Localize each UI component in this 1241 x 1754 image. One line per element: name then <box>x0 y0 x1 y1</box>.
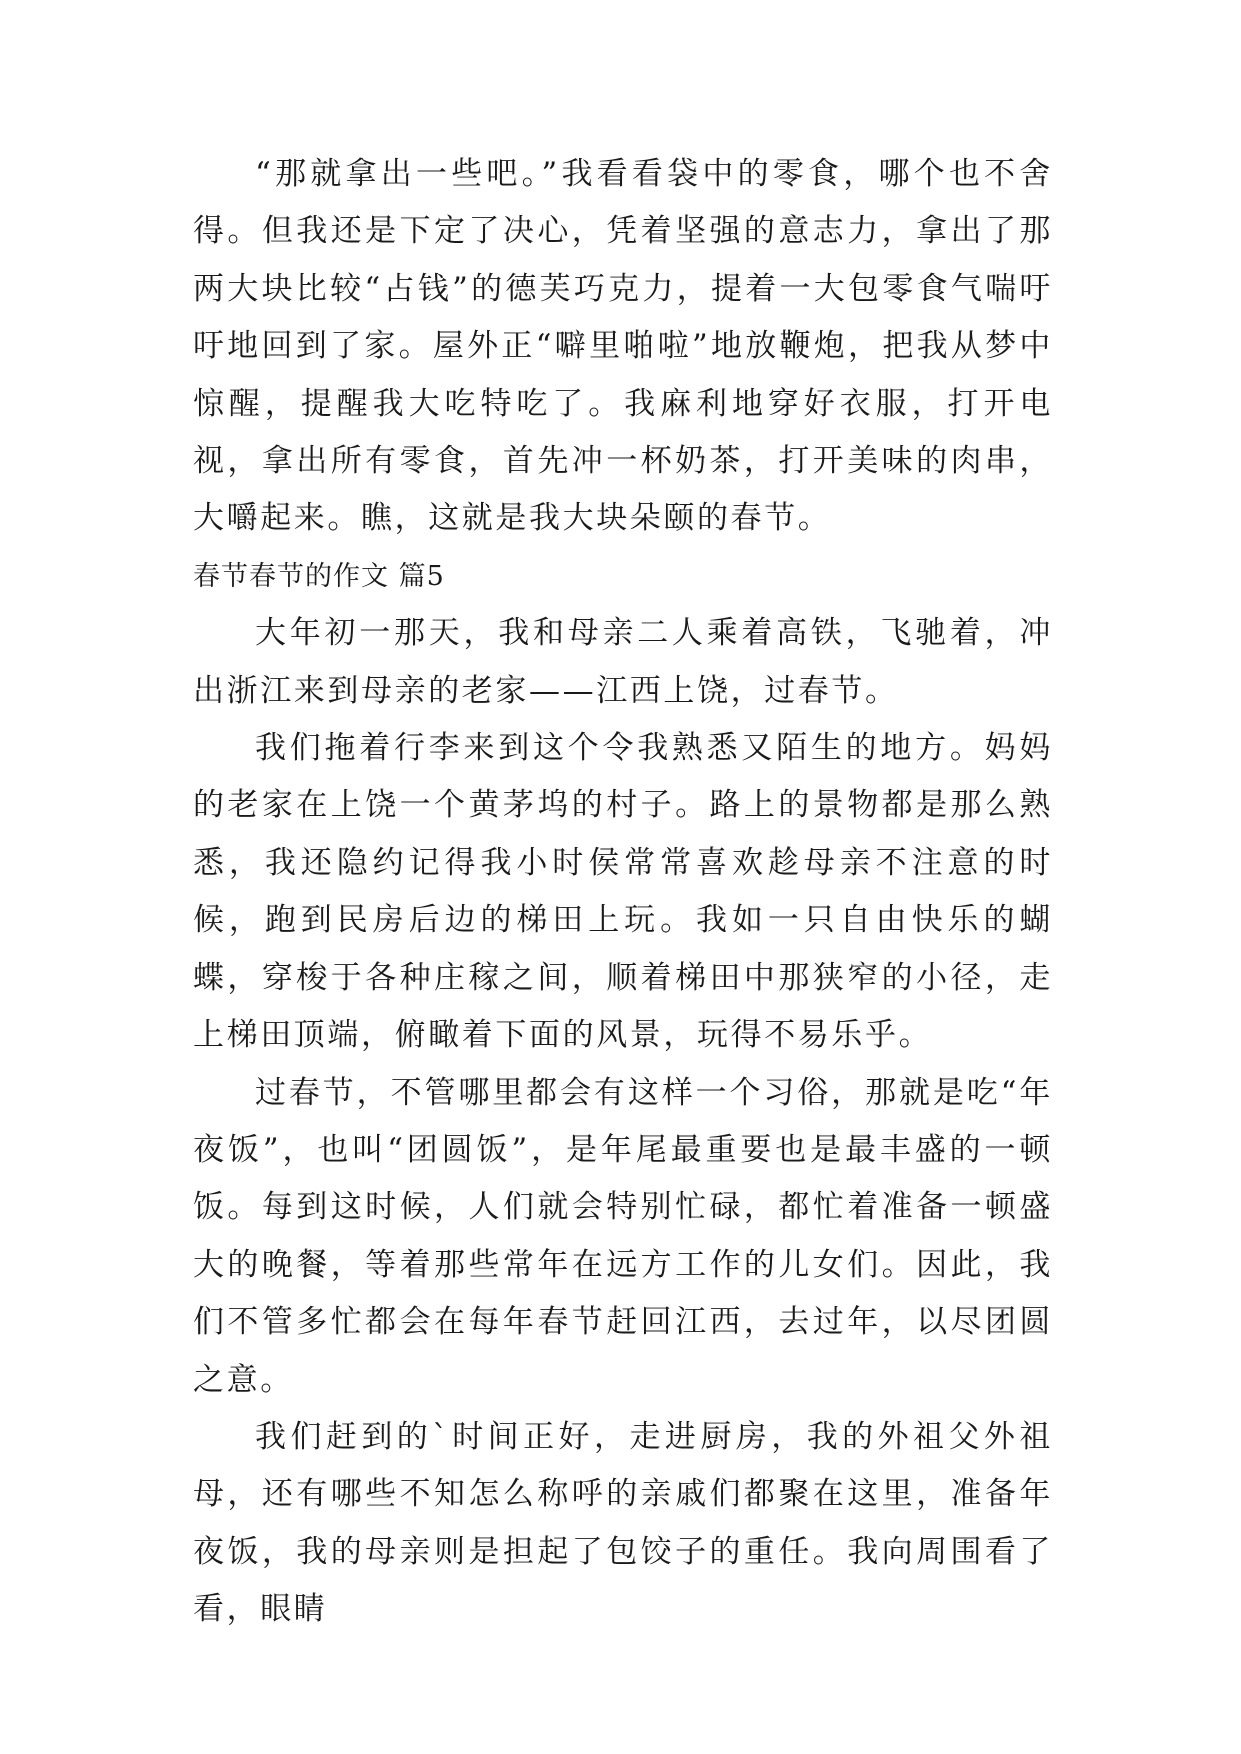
paragraph-5: 我们赶到的`时间正好，走进厨房，我的外祖父外祖母，还有哪些不知怎么称呼的亲戚们都聚在这里，准备年夜饭，我的母亲则是担起了包饺子的重任。我向周围看了看，眼睛 <box>193 1418 1053 1628</box>
paragraph-2: 大年初一那天，我和母亲二人乘着高铁，飞驰着，冲出浙江来到母亲的老家——江西上饶，过春节。 <box>193 615 1053 709</box>
paragraph-4: 过春节，不管哪里都会有这样一个习俗，那就是吃“年夜饭”，也叫“团圆饭”，是年尾最重要也是最丰盛的一顿饭。每到这时候，人们就会特别忙碌，都忙着准备一顿盛大的晚餐，等着那些常年在远方工作的儿女们。因此，我们不管多忙都会在每年春节赶回江西，去过年，以尽团圆之意。 <box>193 1074 1053 1398</box>
paragraph-1: “那就拿出一些吧。”我看看袋中的零食，哪个也不舍得。但我还是下定了决心，凭着坚强的意志力，拿出了那两大块比较“占钱”的德芙巧克力，提着一大包零食气喘吁吁地回到了家。屋外正“噼里啪啦”地放鞭炮，把我从梦中惊醒，提醒我大吃特吃了。我麻利地穿好衣服，打开电视，拿出所有零食，首先冲一杯奶茶，打开美味的肉串，大嚼起来。瞧，这就是我大块朵颐的春节。 <box>193 156 1053 537</box>
section-heading: 春节春节的作文 篇5 <box>193 560 445 592</box>
document-page <box>193 146 1053 1639</box>
paragraph-3: 我们拖着行李来到这个令我熟悉又陌生的地方。妈妈的老家在上饶一个黄茅坞的村子。路上的景物都是那么熟悉，我还隐约记得我小时侯常常喜欢趁母亲不注意的时候，跑到民房后边的梯田上玩。我如一只自由快乐的蝴蝶，穿梭于各种庄稼之间，顺着梯田中那狭窄的小径，走上梯田顶端，俯瞰着下面的风景，玩得不易乐乎。 <box>193 730 1053 1054</box>
